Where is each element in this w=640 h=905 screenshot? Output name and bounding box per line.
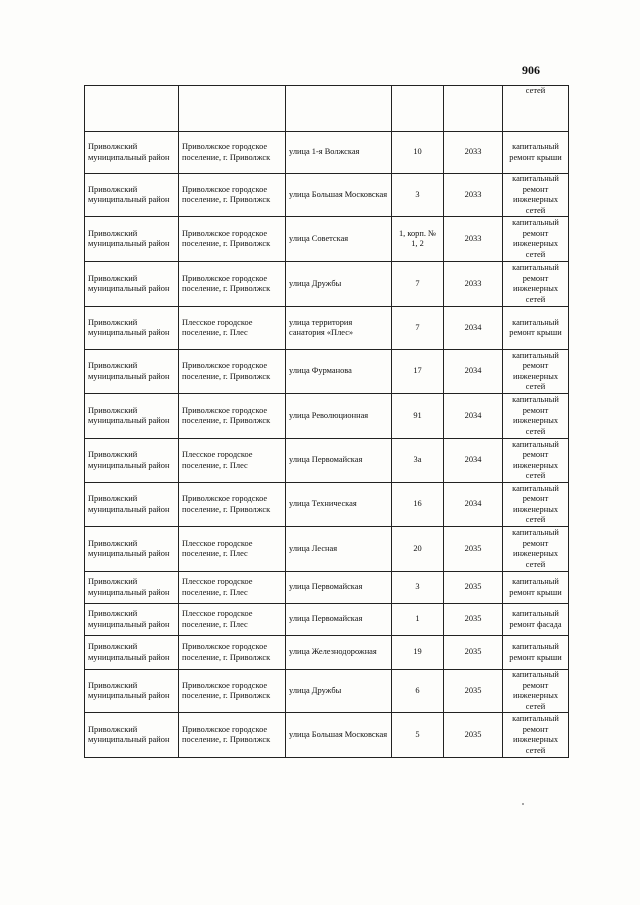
year-cell: 2035 [444,636,503,670]
table-row [85,527,569,572]
year-cell: 2033 [444,217,503,262]
district-cell: Приволжский муниципальный район [85,670,179,713]
settlement-cell: Приволжское городское поселение, г. Приволжск [179,174,286,217]
table-row [85,307,569,350]
work-type-cell: капитальный ремонт инженерных сетей [503,713,569,758]
street-cell: улица Дружбы [286,670,392,713]
page-number: 906 [522,63,540,77]
settlement-cell [179,86,286,132]
table-row [85,483,569,527]
work-type-cell: капитальный ремонт инженерных сетей [503,262,569,307]
house-number-cell: 3 [392,174,444,217]
house-number-cell: 7 [392,262,444,307]
work-type-cell: капитальный ремонт инженерных сетей [503,174,569,217]
street-cell: улица Железнодорожная [286,636,392,670]
year-cell: 2034 [444,394,503,439]
settlement-cell: Плесское городское поселение, г. Плес [179,572,286,604]
settlement-cell: Плесское городское поселение, г. Плес [179,307,286,350]
street-cell: улица Фурманова [286,350,392,394]
year-cell: 2034 [444,307,503,350]
district-cell: Приволжский муниципальный район [85,572,179,604]
year-cell: 2033 [444,174,503,217]
table-body [85,132,569,758]
house-number-cell: 3а [392,439,444,483]
street-cell: улица Первомайская [286,439,392,483]
district-cell: Приволжский муниципальный район [85,350,179,394]
district-cell: Приволжский муниципальный район [85,217,179,262]
table-row [85,636,569,670]
table-row [85,350,569,394]
table-row [85,604,569,636]
table-row [85,713,569,758]
street-cell: улица территория санатория «Плес» [286,307,392,350]
street-cell: улица Революционная [286,394,392,439]
district-cell: Приволжский муниципальный район [85,262,179,307]
settlement-cell: Приволжское городское поселение, г. Приволжск [179,483,286,527]
house-number-cell: 19 [392,636,444,670]
district-cell: Приволжский муниципальный район [85,174,179,217]
district-cell: Приволжский муниципальный район [85,394,179,439]
settlement-cell: Приволжское городское поселение, г. Приволжск [179,262,286,307]
table-row [85,394,569,439]
scan-speck [522,803,524,805]
year-cell: 2035 [444,604,503,636]
house-cell [392,86,444,132]
settlement-cell: Приволжское городское поселение, г. Приволжск [179,394,286,439]
house-number-cell: 1, корп. № 1, 2 [392,217,444,262]
table-row [85,217,569,262]
year-cell [444,86,503,132]
district-cell: Приволжский муниципальный район [85,132,179,174]
work-cell: сетей [503,86,569,132]
house-number-cell: 20 [392,527,444,572]
district-cell [85,86,179,132]
street-cell: улица Первомайская [286,572,392,604]
repair-schedule-table [84,85,569,758]
street-cell: улица Большая Московская [286,713,392,758]
settlement-cell: Плесское городское поселение, г. Плес [179,439,286,483]
district-cell: Приволжский муниципальный район [85,483,179,527]
year-cell: 2034 [444,483,503,527]
work-type-cell: капитальный ремонт инженерных сетей [503,527,569,572]
house-number-cell: 1 [392,604,444,636]
settlement-cell: Приволжское городское поселение, г. Приволжск [179,670,286,713]
district-cell: Приволжский муниципальный район [85,307,179,350]
settlement-cell: Приволжское городское поселение, г. Приволжск [179,350,286,394]
settlement-cell: Плесское городское поселение, г. Плес [179,604,286,636]
table-row [85,572,569,604]
work-type-cell: капитальный ремонт фасада [503,604,569,636]
table-row [85,132,569,174]
street-cell: улица Лесная [286,527,392,572]
continuation-row [85,86,569,132]
year-cell: 2035 [444,527,503,572]
year-cell: 2035 [444,670,503,713]
year-cell: 2033 [444,262,503,307]
house-number-cell: 6 [392,670,444,713]
street-cell: улица Дружбы [286,262,392,307]
work-type-cell: капитальный ремонт инженерных сетей [503,483,569,527]
year-cell: 2034 [444,350,503,394]
district-cell: Приволжский муниципальный район [85,439,179,483]
settlement-cell: Приволжское городское поселение, г. Приволжск [179,713,286,758]
house-number-cell: 91 [392,394,444,439]
settlement-cell: Приволжское городское поселение, г. Приволжск [179,636,286,670]
year-cell: 2033 [444,132,503,174]
house-number-cell: 3 [392,572,444,604]
year-cell: 2034 [444,439,503,483]
street-cell: улица Первомайская [286,604,392,636]
house-number-cell: 10 [392,132,444,174]
house-number-cell: 5 [392,713,444,758]
year-cell: 2035 [444,572,503,604]
district-cell: Приволжский муниципальный район [85,636,179,670]
work-type-cell: капитальный ремонт крыши [503,132,569,174]
work-type-cell: капитальный ремонт крыши [503,307,569,350]
district-cell: Приволжский муниципальный район [85,713,179,758]
work-type-cell: капитальный ремонт инженерных сетей [503,670,569,713]
table-row [85,670,569,713]
district-cell: Приволжский муниципальный район [85,527,179,572]
house-number-cell: 16 [392,483,444,527]
house-number-cell: 17 [392,350,444,394]
table-row [85,262,569,307]
work-type-cell: капитальный ремонт крыши [503,636,569,670]
settlement-cell: Приволжское городское поселение, г. Приволжск [179,217,286,262]
table-row [85,174,569,217]
year-cell: 2035 [444,713,503,758]
work-type-cell: капитальный ремонт крыши [503,572,569,604]
settlement-cell: Плесское городское поселение, г. Плес [179,527,286,572]
settlement-cell: Приволжское городское поселение, г. Приволжск [179,132,286,174]
work-type-cell: капитальный ремонт инженерных сетей [503,439,569,483]
street-cell: улица Техническая [286,483,392,527]
street-cell [286,86,392,132]
street-cell: улица Советская [286,217,392,262]
work-type-cell: капитальный ремонт инженерных сетей [503,350,569,394]
street-cell: улица 1-я Волжская [286,132,392,174]
district-cell: Приволжский муниципальный район [85,604,179,636]
table-row [85,439,569,483]
house-number-cell: 7 [392,307,444,350]
work-type-cell: капитальный ремонт инженерных сетей [503,217,569,262]
work-type-cell: капитальный ремонт инженерных сетей [503,394,569,439]
street-cell: улица Большая Московская [286,174,392,217]
